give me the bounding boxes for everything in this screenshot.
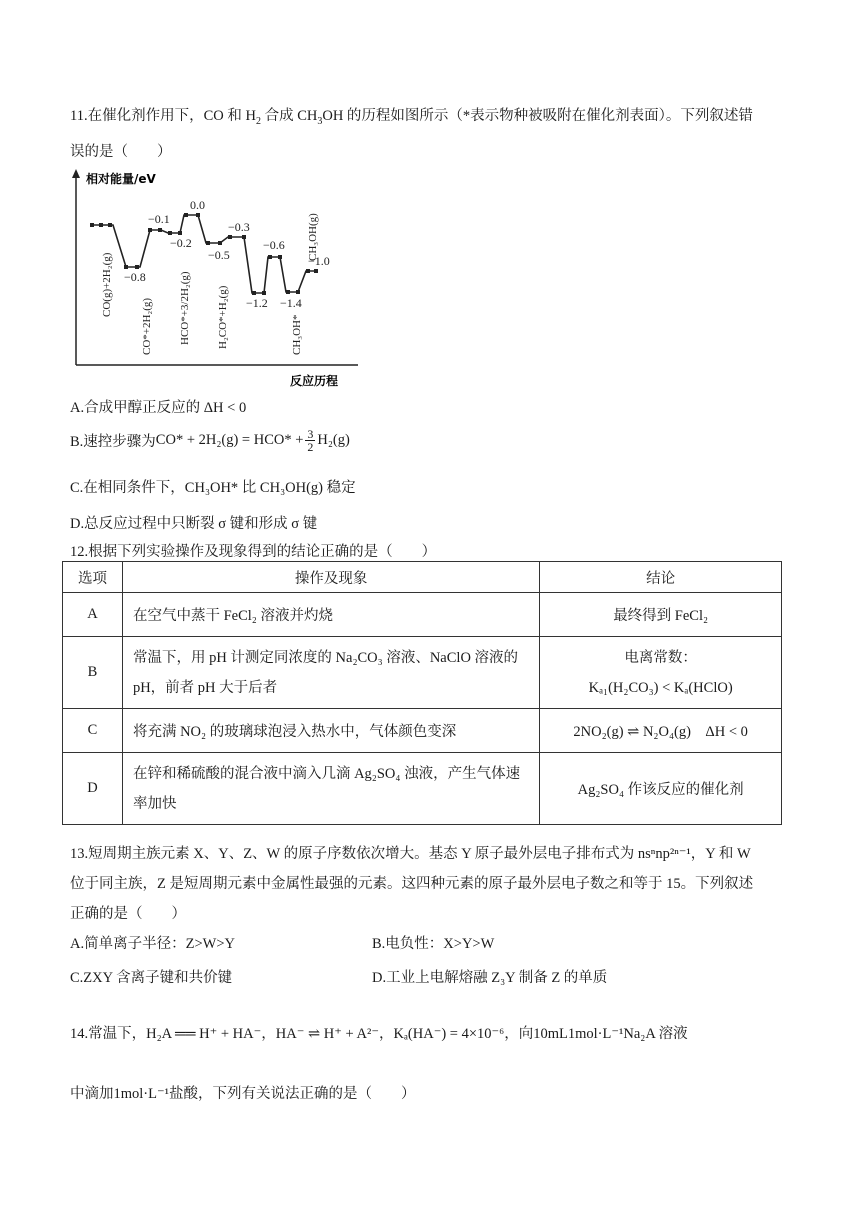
energy-label: 0.0 (190, 198, 205, 212)
q11-option-b[interactable]: B.速控步骤为 CO* + 2H₂(g) = HCO* + $\frac{3}{2}$ H₂(g) (70, 427, 350, 454)
q13-stem-line3: 正确的是（ ） (70, 906, 186, 922)
species-label: H₂CO*+H₂(g) (217, 285, 229, 349)
energy-label: −0.3 (228, 220, 250, 234)
energy-label: −1.4 (280, 296, 302, 310)
q11-stem-line2: 误的是（ ） (70, 144, 172, 160)
q13-option-d[interactable]: D.工业上电解熔融 Z₃Y 制备 Z 的单质 (372, 970, 608, 986)
header-operation: 操作及现象 (122, 562, 539, 593)
header-conclusion: 结论 (540, 562, 782, 593)
table-row: B 常温下，用 pH 计测定同浓度的 Na₂CO₃ 溶液、NaClO 溶液的 pH，前者 pH 大于后者 电离常数： Kₐ₁(H₂CO₃) < Kₐ(HClO) (63, 637, 782, 709)
q11-option-d[interactable]: D.总反应过程中只断裂 σ 键和形成 σ 键 (70, 516, 318, 532)
energy-label: −0.8 (124, 270, 146, 284)
energy-diagram (68, 165, 368, 387)
q13-stem-line2: 位于同主族，Z 是短周期元素中金属性最强的元素。这四种元素的原子最外层电子数之和等于 15。下列叙述 (70, 876, 754, 892)
header-option: 选项 (63, 562, 123, 593)
species-label: CH₃OH* (291, 314, 303, 355)
q11-option-c[interactable]: C.在相同条件下，CH₃OH* 比 CH₃OH(g) 稳定 (70, 480, 356, 496)
experiment-table (62, 561, 782, 825)
q14-stem-line1: 14.常温下，H₂A ══ H⁺ + HA⁻，HA⁻ ⇌ H⁺ + A²⁻，Kₐ(HA⁻) = 4×10⁻⁶，向10mL1mol·L⁻¹Na₂A 溶液 (70, 1026, 688, 1042)
q11-option-a[interactable]: A.合成甲醇正反应的 ΔH < 0 (70, 400, 247, 416)
fraction: $\frac{3}{2}$ (307, 427, 314, 454)
q12-stem: 12.根据下列实验操作及现象得到的结论正确的是（ ） (70, 544, 437, 560)
q14-stem-line2: 中滴加1mol·L⁻¹盐酸，下列有关说法正确的是（ ） (70, 1086, 416, 1102)
x-axis-label: 反应历程 (290, 374, 339, 387)
table-row: A 在空气中蒸干 FeCl₂ 溶液并灼烧 最终得到 FeCl₂ (63, 593, 782, 637)
energy-label: −0.6 (263, 238, 285, 252)
energy-label: −1.2 (246, 296, 268, 310)
q13-option-c[interactable]: C.ZXY 含离子键和共价键 (70, 970, 233, 986)
energy-label: −0.5 (208, 248, 230, 262)
table-header-row (63, 562, 782, 593)
y-axis-label: 相对能量/eV (86, 172, 156, 186)
energy-label: −0.2 (170, 236, 192, 250)
species-label: CO*+2H₂(g) (141, 297, 153, 355)
energy-label: −1.0 (308, 254, 330, 268)
species-label: HCO*+3/2H₂(g) (179, 271, 191, 345)
q13-option-b[interactable]: B.电负性：X>Y>W (372, 936, 495, 952)
table-row: C 将充满 NO₂ 的玻璃球泡浸入热水中，气体颜色变深 2NO₂(g) ⇌ N₂O₄(g) ΔH < 0 (63, 709, 782, 753)
species-label: CH₃OH(g) (307, 213, 319, 261)
q13-option-a[interactable]: A.简单离子半径：Z>W>Y (70, 936, 235, 952)
y-axis-arrow-icon (72, 169, 80, 178)
table-row: D 在锌和稀硫酸的混合液中滴入几滴 Ag₂SO₄ 浊液，产生气体速 率加快 Ag₂SO₄ 作该反应的催化剂 (63, 753, 782, 825)
q11-stem-line1: 11.在催化剂作用下，CO 和 $H_2$ 合成 $CH_3OH$ 的历程如图所示（*表示物种被吸附在催化剂表面）。下列叙述错 (70, 108, 753, 127)
q13-stem-line1: 13.短周期主族元素 X、Y、Z、W 的原子序数依次增大。基态 Y 原子最外层电子排布式为 nsⁿnp²ⁿ⁻¹，Y 和 W (70, 846, 751, 862)
energy-label: −0.1 (148, 212, 170, 226)
species-label: CO(g)+2H₂(g) (101, 252, 113, 317)
